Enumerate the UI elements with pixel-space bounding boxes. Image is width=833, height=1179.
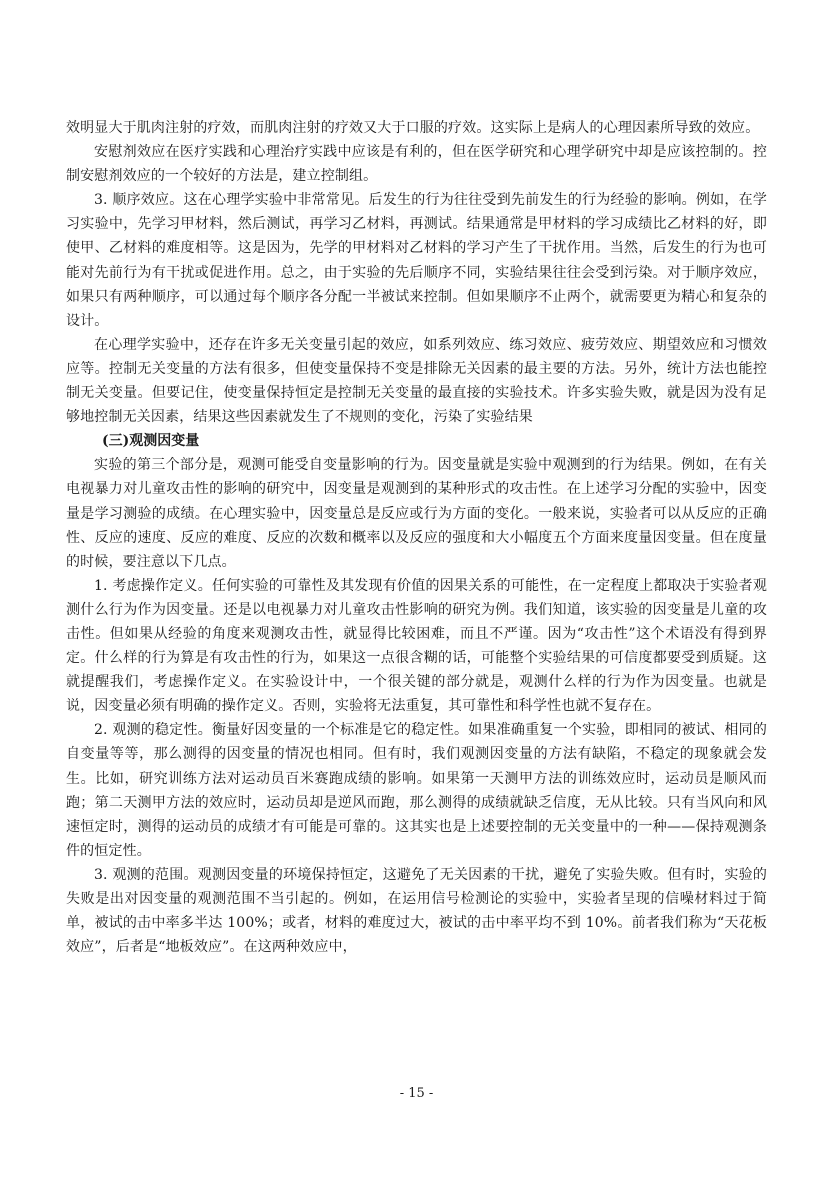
- paragraph-2: 安慰剂效应在医疗实践和心理治疗实践中应该是有利的，但在医学研究和心理学研究中却是应该控制的。控制安慰剂效应的一个较好的方法是，建立控制组。: [66, 144, 767, 185]
- paragraph-5: 实验的第三个部分是，观测可能受自变量影响的行为。因变量就是实验中观测到的行为结果。例如，在有关电视暴力对儿童攻击性的影响的研究中，因变量是观测到的某种形式的攻击性。在上述学习分配的实验中，因变量是学习测验的成绩。在心理实验中，因变量总是反应或行为方面的变化。一般来说，实验者可以从反应的正确性、反应的速度、反应的难度、反应的次数和概率以及反应的强度和大小幅度五个方面来度量因变量。但在度量的时候，要注意以下几点。: [66, 457, 767, 570]
- section-heading: (三)观测因变量: [102, 433, 200, 450]
- paragraph-4: 在心理学实验中，还存在许多无关变量引起的效应，如系列效应、练习效应、疲劳效应、期望效应和习惯效应等。控制无关变量的方法有很多，但使变量保持不变是排除无关因素的最主要的方法。另外，统计方法也能控制无关变量。但要记住，使变量保持恒定是控制无关变量的最直接的实验技术。许多实验失败，就是因为没有足够地控制无关因素，结果这些因素就发生了不规则的变化，污染了实验结果: [66, 336, 767, 426]
- paragraph-1: 效明显大于肌肉注射的疗效，而肌肉注射的疗效又大于口服的疗效。这实际上是病人的心理因素所导致的效应。: [66, 120, 760, 136]
- paragraph-6: 1. 考虑操作定义。任何实验的可靠性及其发现有价值的因果关系的可能性，在一定程度上都取决于实验者观测什么行为作为因变量。还是以电视暴力对儿童攻击性影响的研究为例。我们知道，该实验的因变量是儿童的攻击性。但如果从经验的角度来观测攻击性，就显得比较困难，而且不严谨。因为“攻击性”这个术语没有得到界定。什么样的行为算是有攻击性的行为，如果这一点很含糊的话，可能整个实验结果的可信度都要受到质疑。这就提醒我们，考虑操作定义。在实验设计中，一个很关键的部分就是，观测什么样的行为作为因变量。也就是说，因变量必须有明确的操作定义。否则，实验将无法重复，其可靠性和科学性也就不复存在。: [66, 577, 767, 715]
- paragraph-7: 2. 观测的稳定性。衡量好因变量的一个标准是它的稳定性。如果准确重复一个实验，即相同的被试、相同的自变量等等，那么测得的因变量的情况也相同。但有时，我们观测因变量的方法有缺陷，不稳定的现象就会发生。比如，研究训练方法对运动员百米赛跑成绩的影响。如果第一天测甲方法的训练效应时，运动员是顺风而跑；第二天测甲方法的效应时，运动员却是逆风而跑，那么测得的成绩就缺乏信度，无从比较。只有当风向和风速恒定时，测得的运动员的成绩才有可能是可靠的。这其实也是上述要控制的无关变量中的一种——保持观测条件的恒定性。: [66, 722, 767, 859]
- paragraph-8: 3. 观测的范围。观测因变量的环境保持恒定，这避免了无关因素的干扰，避免了实验失败。但有时，实验的失败是出对因变量的观测范围不当引起的。例如，在运用信号检测论的实验中，实验者呈现的信噪材料过于简单，被试的击中率多半达 100%；或者，材料的难度过大，被试的击中率平均不到 10%。前者我们称为“天花板效应”，后者是“地板效应”。在这两种效应中，: [66, 866, 767, 956]
- paragraph-3: 3. 顺序效应。这在心理学实验中非常常见。后发生的行为往往受到先前发生的行为经验的影响。例如，在学习实验中，先学习甲材料，然后测试，再学习乙材料，再测试。结果通常是甲材料的学习成绩比乙材料的好，即使甲、乙材料的难度相等。这是因为，先学的甲材料对乙材料的学习产生了干扰作用。当然，后发生的行为也可能对先前行为有干扰或促进作用。总之，由于实验的先后顺序不同，实验结果往往会受到污染。对于顺序效应，如果只有两种顺序，可以通过每个顺序各分配一半被试来控制。但如果顺序不止两个，就需要更为精心和复杂的设计。: [66, 192, 767, 329]
- page-number: - 15 -: [399, 1086, 434, 1101]
